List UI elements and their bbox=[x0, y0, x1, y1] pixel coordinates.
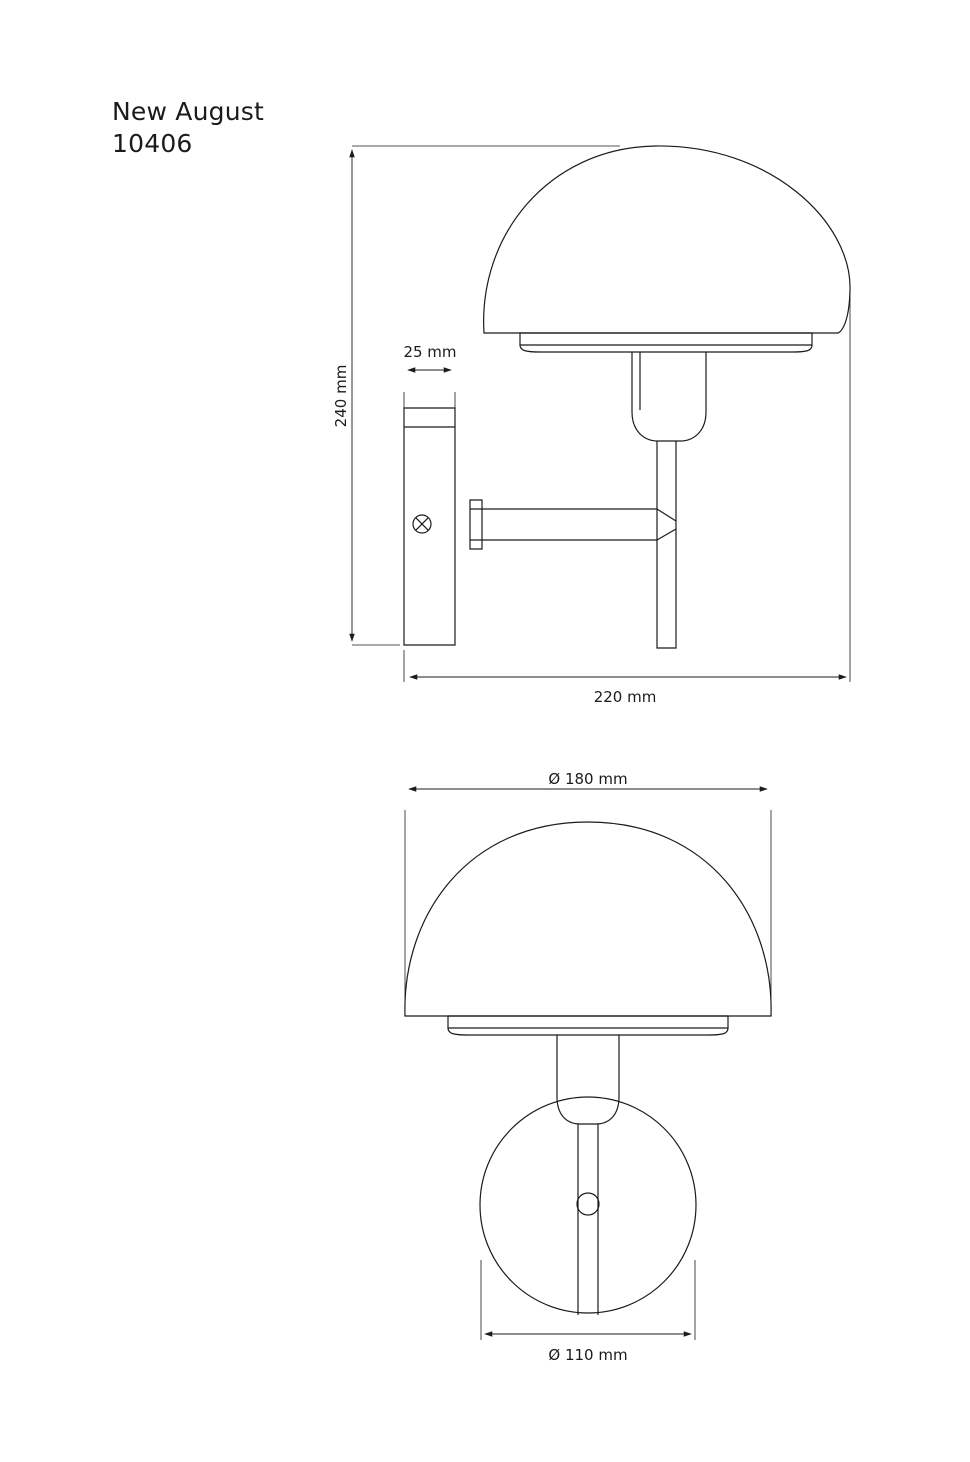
front-elevation-dimension-lines bbox=[409, 789, 767, 1334]
dimension-label-backplate-diameter: Ø 110 mm bbox=[548, 1346, 628, 1364]
product-name: New August bbox=[112, 97, 264, 126]
dimension-label-shade-diameter: Ø 180 mm bbox=[548, 770, 628, 788]
product-code: 10406 bbox=[112, 129, 193, 158]
front-elevation-geometry bbox=[405, 822, 771, 1315]
side-elevation-dimension-lines bbox=[352, 150, 846, 677]
front-elevation-extension-lines bbox=[405, 810, 771, 1340]
side-elevation-geometry bbox=[404, 146, 850, 648]
dimension-label-projection: 220 mm bbox=[593, 688, 657, 706]
side-elevation-extension-lines bbox=[352, 146, 850, 682]
dimension-label-height: 240 mm bbox=[332, 364, 350, 428]
dimension-label-backplate-depth: 25 mm bbox=[403, 343, 457, 361]
